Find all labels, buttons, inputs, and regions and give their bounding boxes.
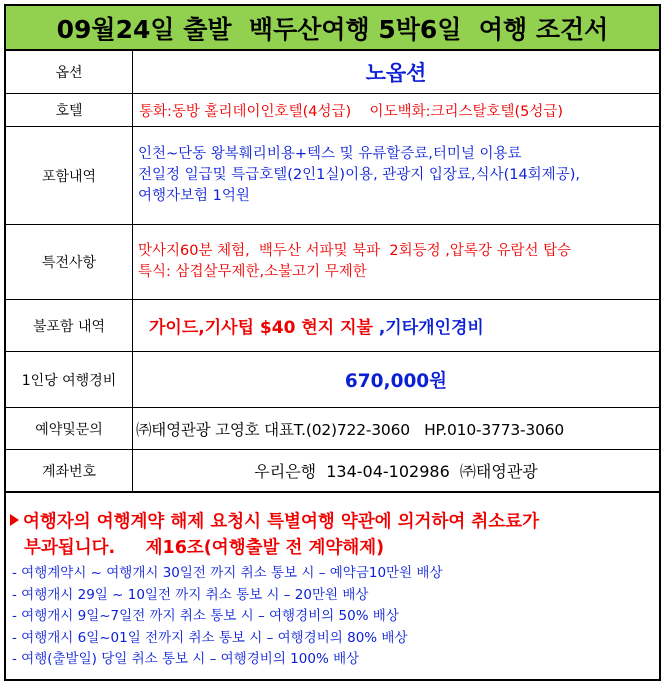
included-line: 여행자보험 1억원: [138, 188, 250, 204]
account-label: 계좌번호: [6, 450, 133, 491]
travel-conditions-sheet: [4, 4, 661, 681]
included-value: [133, 127, 659, 224]
contact-label: 예약및문의: [6, 408, 133, 449]
hotel-value: 통화:동방 홀리데이인호텔(4성급) 이도백화:크리스탈호텔(5성급): [139, 103, 564, 120]
included-label: 포함내역: [6, 127, 133, 224]
included-row: [6, 127, 659, 225]
notice-heading: [10, 509, 539, 535]
condition-item: - 여행개시 6일~01일 전까지 취소 통보 시 – 여행경비의 80% 배상: [12, 629, 408, 646]
option-value: 노옵션: [365, 61, 427, 85]
hotel-label: 호텔: [6, 94, 133, 126]
included-line: 전일정 일급및 특급호텔(2인1실)이용, 관광지 입장료,식사(14회제공),: [138, 167, 580, 183]
cancellation-conditions: [12, 563, 443, 671]
special-label: 특전사항: [6, 225, 133, 299]
included-line: 인천~단동 왕복훼리비용+텍스 및 유류할증료,터미널 이용료: [138, 146, 522, 162]
price-value: 670,000원: [344, 370, 448, 392]
cancellation-notice: [6, 499, 659, 679]
excluded-label: 불포함 내역: [6, 300, 133, 351]
excluded-value-tip: 가이드,기사팁 $40 현지 지불: [149, 318, 379, 338]
price-row: [6, 352, 659, 408]
account-value: 우리은행 134-04-102986 ㈜태영관광: [254, 462, 538, 481]
condition-item: - 여행(출발일) 당일 취소 통보 시 – 여행경비의 100% 배상: [12, 651, 360, 667]
condition-item: - 여행계약시 ~ 여행개시 30일전 까지 취소 통보 시 – 예약금10만원 배상: [12, 565, 443, 581]
condition-item: - 여행개시 29일 ~ 10일전 까지 취소 통보 시 – 20만원 배상: [12, 586, 369, 603]
condition-item: - 여행개시 9일~7일전 까지 취소 통보 시 – 여행경비의 50% 배상: [12, 608, 399, 624]
hotel-row: [6, 94, 659, 127]
notice-heading-line1: 여행자의 여행계약 해제 요청시 특별여행 약관에 의거하여 취소료가: [23, 512, 539, 532]
page-title: 09월24일 출발 백두산여행 5박6일 여행 조건서: [6, 6, 659, 51]
option-label: 옵션: [6, 51, 133, 93]
notice-heading-line2: 부과됩니다. 제16조(여행출발 전 계약해제): [24, 538, 385, 558]
triangle-bullet-icon: [10, 514, 19, 526]
excluded-value: [133, 300, 659, 351]
special-value: [133, 225, 659, 299]
contact-value: ㈜태영관광 고영호 대표T.(02)722-3060 HP.010-3773-3060: [136, 420, 565, 439]
excluded-value-other: ,기타개인경비: [378, 318, 484, 338]
special-row: [6, 225, 659, 300]
special-line: 맛사지60분 체험, 백두산 서파및 북파 2회등정 ,압록강 유람선 탑승: [138, 243, 572, 259]
price-label: 1인당 여행경비: [6, 352, 133, 407]
option-row: [6, 51, 659, 94]
contact-row: [6, 408, 659, 450]
account-row: [6, 450, 659, 493]
special-line: 특식: 삼겹살무제한,소불고기 무제한: [138, 264, 367, 280]
excluded-row: [6, 300, 659, 352]
